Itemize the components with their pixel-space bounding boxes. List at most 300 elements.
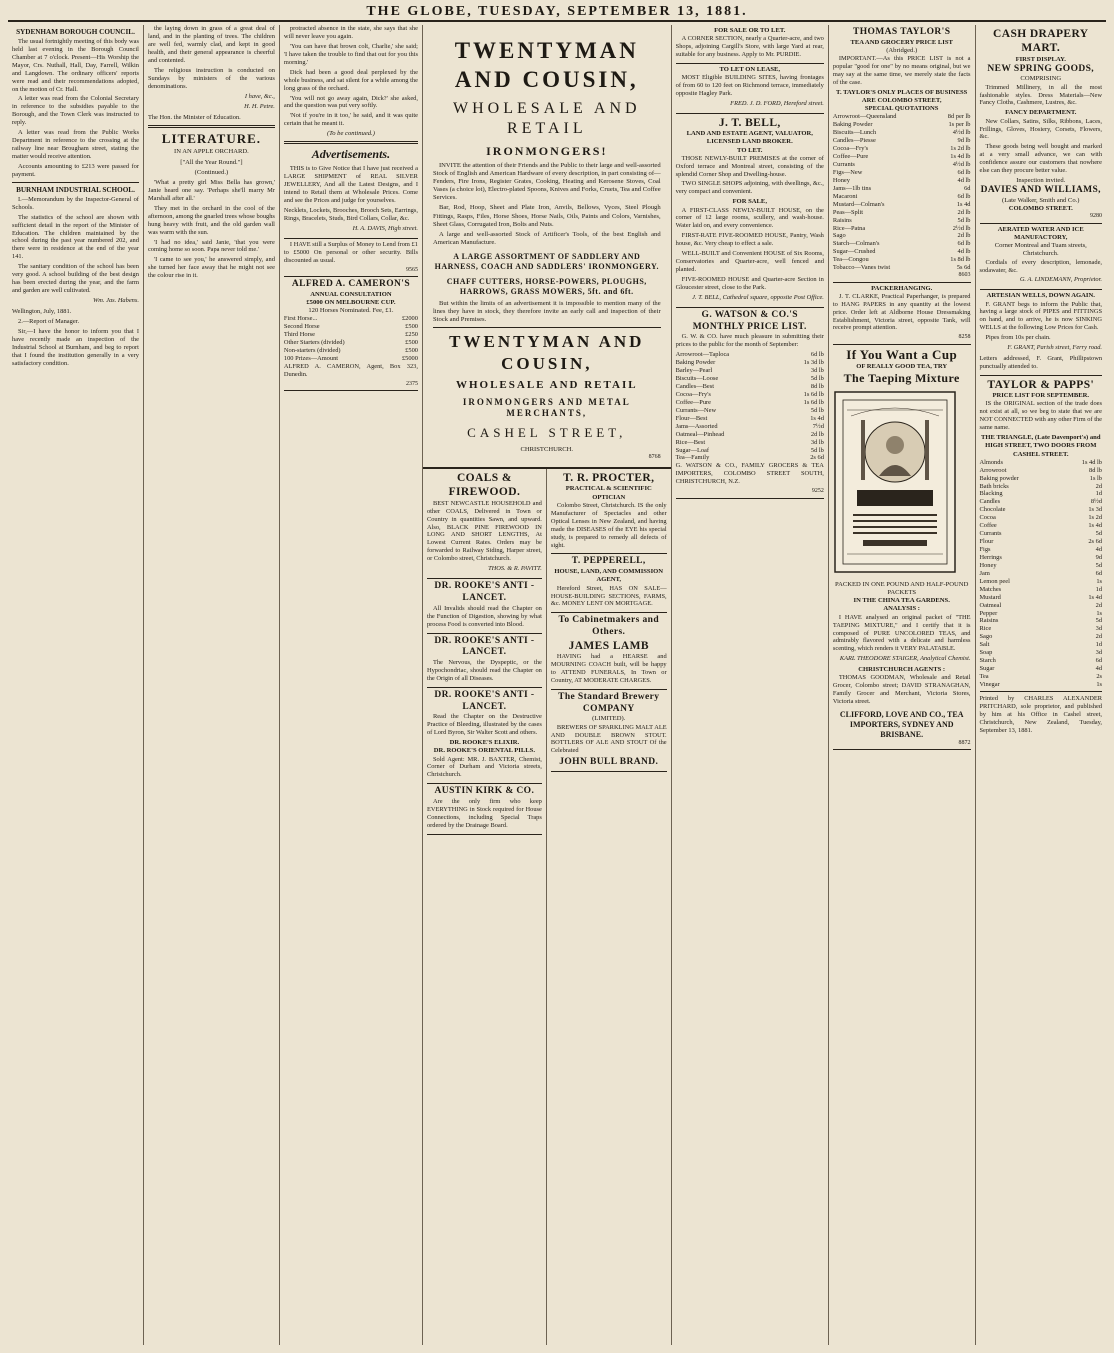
price-value: 6d	[1095, 569, 1103, 577]
price-item: Currants	[979, 530, 1002, 538]
price-row	[980, 602, 1103, 610]
article-paragraph: The sanitary condition of the school has been very good. A school building of the best design has been erected during the year, and the farm and garden are well cultivated.	[12, 263, 139, 295]
price-value: 6d lb	[957, 168, 971, 176]
column-7	[829, 25, 976, 1345]
prize-list	[284, 315, 418, 363]
ad-heading: The Taeping Mixture	[843, 371, 960, 386]
ad-text: J. T. CLARKE, Practical Paperhanger, is prepared to HANG PAPERS in any quantity at the lowest price. Order left at Aldborne House Dressmaking Establishment, Victoria street, opposite Tank, will receive prompt attention.	[832, 292, 971, 332]
story-title: IN AN APPLE ORCHARD.	[174, 148, 249, 156]
article-paragraph: Accounts amounting to £213 were passed for payment.	[12, 162, 139, 178]
ad-heading: J. T. BELL,	[718, 116, 781, 129]
price-row	[980, 498, 1103, 506]
ad-aerated-water	[980, 224, 1103, 291]
price-item: 100 Prizes—Amount	[283, 355, 339, 363]
ad-signature: THOS. & R. PAVITT.	[488, 565, 542, 573]
price-item: Barley—Pearl	[675, 367, 713, 375]
ad-text: All Invalids should read the Chapter on the Function of Digestion, showing by what process Food is converted into Blood.	[426, 604, 542, 628]
ad-caption: (LIMITED).	[592, 715, 626, 723]
price-value: 1s 6d lb	[803, 390, 824, 398]
ad-heading: DR. ROOKE'S ANTI - LANCET.	[434, 689, 535, 712]
ad-caption: 120 Horses Nominated. Fee, £1.	[308, 307, 394, 315]
price-row	[980, 554, 1103, 562]
ad-text: F. GRANT begs to inform the Public that, having a large stock of PIPES and FITTINGS on hand, and to arrive, he is now SINKING WELLS at the following Low Prices for Cash.	[979, 300, 1103, 332]
ad-number: 8258	[958, 334, 971, 341]
price-value: 6d lb	[810, 351, 824, 359]
price-value: 9d lb	[957, 137, 971, 145]
ad-heading: If You Want a Cup	[846, 346, 958, 362]
price-value: 1s	[1096, 609, 1103, 617]
ad-heading: FOR SALE OR TO LET.	[714, 27, 786, 34]
price-row	[833, 185, 971, 193]
price-value: 2d lb	[957, 232, 971, 240]
price-row	[284, 315, 418, 323]
ad-subheading: IRONMONGERS!	[486, 143, 608, 158]
ad-money-lending	[284, 239, 418, 277]
signature: Wm. Jas. Habens.	[92, 297, 139, 305]
ad-thomas-taylor	[833, 25, 971, 283]
dateline: Wellington, July, 1881.	[12, 307, 72, 315]
ad-text: WELL-BUILT and Convenient HOUSE of Six Rooms, Conservatories and Quarter-acre, well fenced and planted.	[675, 250, 824, 274]
ad-text: INVITE the attention of their Friends and the Public to their large and well-assorted Stock of English and American Hardware of every description, in part consisting of— Fenders, Fire Irons, Register Grates, Cooking, Heating and Kerosene Stoves, Coal Vases (a choice lot), Electro-plated Spoons, Knives and Forks, Cruets, Tea and Coffee Services.	[432, 161, 661, 202]
ad-heading: The Standard Brewery COMPANY	[558, 691, 660, 714]
price-value: 2d	[1095, 482, 1103, 490]
price-item: Third Horse	[283, 331, 315, 339]
price-value: £5000	[401, 355, 418, 363]
divider	[148, 125, 275, 128]
price-item: Raisins	[979, 617, 999, 625]
column-3	[280, 25, 423, 1345]
price-item: Second Horse	[283, 323, 320, 331]
price-row	[676, 407, 824, 415]
ad-consultation	[284, 277, 418, 391]
ad-subheading: PRICE LIST FOR SEPTEMBER.	[992, 392, 1090, 400]
ad-subheading: £5000 ON MELBOURNE CUP.	[306, 298, 396, 306]
price-item: Candles—Piesse	[832, 137, 876, 145]
ad-text: New Collars, Satins, Silks, Ribbons, Laces, Frillings, Gloves, Hosiery, Corsets, Flowers, &c.	[979, 117, 1103, 141]
price-item: Oatmeal	[979, 601, 1002, 609]
ad-subheading: WHOLESALE AND RETAIL	[453, 100, 641, 137]
ad-subheading: T. TAYLOR'S ONLY PLACES OF BUSINESS ARE COLOMBO STREET,	[836, 88, 968, 105]
ad-cash-drapery	[980, 25, 1103, 224]
ad-text: FIRST-RATE FIVE-ROOMED HOUSE, Pantry, Wash house, &c. Very cheap to effect a sale.	[675, 232, 824, 248]
ad-text: MOST Eligible BUILDING SITES, having frontages of from 60 to 120 feet on Richmond terrace, immediately opposite Hagley Park.	[675, 74, 824, 98]
column-4a	[423, 469, 547, 1345]
price-item: Rice	[979, 625, 992, 633]
price-row	[833, 209, 971, 217]
price-item: Honey	[832, 176, 850, 184]
price-value: 1s per lb	[948, 121, 971, 129]
price-item: Mustard—Colman's	[832, 200, 885, 208]
price-row	[980, 538, 1103, 546]
ad-text: THIS is to Give Notice that I have just received a LARGE SHIPMENT of REAL SILVER JEWELLERY, And all the Latest Designs, and I intend to Retail them at Wholesale Prices. Come and see the Prices and judge for yourselves.	[283, 165, 418, 205]
price-row	[284, 331, 418, 339]
price-item: Rice—Best	[675, 438, 706, 446]
price-row	[676, 447, 824, 455]
price-row	[284, 339, 418, 347]
price-value: 5d	[1095, 617, 1103, 625]
price-value: 1s 6d lb	[803, 398, 824, 406]
price-row	[284, 347, 418, 355]
ad-number: 2375	[405, 380, 418, 387]
price-item: Sago	[979, 633, 993, 641]
price-row	[980, 657, 1103, 665]
price-item: Honey	[979, 561, 997, 569]
price-item: Lemon peel	[979, 577, 1010, 585]
story-paragraph: 'What a pretty girl Miss Bella has grown,' Janie heard one say. 'Perhaps she'll marry Mr Marshall after all.'	[147, 178, 275, 202]
ad-text: Read the Chapter on the Destructive Practice of Bleeding, illustrated by the cases of Lord Byron, Sir Walter Scott and others.	[426, 713, 542, 737]
article-paragraph: A letter was read from the Colonial Secretary in reference to the subsidies payable to the Borough, and the Town Clerk was instructed to reply.	[12, 95, 139, 127]
divider	[12, 182, 139, 183]
ad-signature: J. T. BELL, Cathedral square, opposite Post Office.	[692, 293, 824, 301]
price-item: Currants	[832, 161, 855, 168]
ad-subheading: TEA AND GROCERY PRICE LIST	[850, 38, 953, 46]
section-title-advertisements: Advertisements.	[311, 147, 391, 162]
price-row	[980, 594, 1103, 602]
price-item: Starch	[979, 657, 996, 665]
ad-subheading: DR. ROOKE'S ORIENTAL PILLS.	[433, 747, 535, 755]
ad-text: I HAVE still a Surplus of Money to Lend from £1 to £5000 On personal or other security. Bills discounted as usual.	[283, 240, 418, 264]
price-list	[980, 459, 1103, 689]
price-row	[980, 617, 1103, 625]
price-value: 1s	[1096, 680, 1103, 688]
ad-heading: PACKERHANGING.	[871, 284, 933, 292]
addressee: The Hon. the Minister of Education.	[147, 114, 241, 122]
signature: I have, &c.,	[244, 92, 275, 100]
article-paragraph: The statistics of the school are shown with sufficient detail in the report of the Minister of Education. The children maintained by the school during the past year numbered 202, and there were in residence at the end of the year 141.	[12, 213, 139, 261]
price-value: 4d lb	[957, 248, 971, 256]
price-item: Sago	[832, 232, 846, 240]
ad-signature: G. A. LINDEMANN, Proprietor.	[1019, 276, 1103, 284]
price-row	[980, 610, 1103, 618]
ad-number: 9565	[405, 266, 418, 273]
price-value: 8d per lb	[947, 113, 971, 121]
story-paragraph: protracted absence in the state, she says that she will never leave you again.	[283, 25, 418, 40]
price-value: 2s 6d	[810, 454, 824, 462]
price-row	[676, 399, 824, 407]
price-item: Cocoa	[979, 514, 996, 522]
ad-text: A FIRST-CLASS NEWLY-BUILT HOUSE, on the corner of 12 large rooms, scullery, and wash-house. Water laid on, and every convenience.	[675, 206, 824, 230]
ad-number: 8768	[648, 453, 661, 460]
ad-text: BREWERS OF SPARKLING MALT ALE AND DOUBLE BROWN STOUT. BOTTLERS OF ALE AND STOUT Of the Celebrated	[550, 723, 667, 755]
price-value: 2d lb	[957, 208, 971, 216]
price-item: Soap	[979, 649, 993, 657]
price-row	[284, 355, 418, 363]
ad-heading: T. PEPPERELL,	[571, 556, 646, 567]
price-row	[833, 264, 971, 272]
price-row	[676, 375, 824, 383]
price-item: Starch—Colman's	[832, 240, 880, 248]
price-row	[676, 391, 824, 399]
article-paragraph: 2.—Report of Manager.	[18, 317, 80, 325]
price-item: Jam	[979, 569, 990, 577]
ad-heading: TO LET ON LEASE,	[719, 65, 781, 73]
ad-text: These goods being well bought and marked at a very small advance, we can with confidence assure our customers that nowhere else can they procure better value.	[979, 143, 1103, 175]
ad-caption: (Late Walker, Smith and Co.)	[1002, 197, 1080, 205]
price-item: Coffee—Pure	[832, 153, 869, 161]
ad-text: THOSE NEWLY-BUILT PREMISES at the corner of Oxford terrace and Montreal street, consisting of the splendid Corner Shop and Dwelling-house.	[675, 154, 824, 178]
price-item: Raisins	[832, 216, 852, 224]
column-6	[672, 25, 829, 1345]
ad-subheading: DR. ROOKE'S ELIXIR.	[449, 739, 520, 747]
ad-caption: Inspection invited.	[1016, 177, 1066, 185]
price-item: Coffee—Pure	[675, 398, 712, 406]
price-value: 5d lb	[957, 216, 971, 224]
article-paragraph: I.—Memorandum by the Inspector-General of Schools.	[12, 195, 139, 211]
ad-heading: CASH DRAPERY MART.	[993, 28, 1089, 55]
price-value: 1s 4d lb	[1081, 458, 1103, 466]
price-row	[980, 633, 1103, 641]
ad-text: Necklets, Lockets, Brooches, Brooch Sets, Earrings, Rings, Bracelets, Studs, Bird Collars, Collar, &c.	[283, 206, 418, 222]
price-item: Salt	[979, 641, 990, 649]
ad-signature: G. WATSON & CO., FAMILY GROCERS & TEA IMPORTERS, COLOMBO STREET SOUTH, CHRISTCHURCH, N.Z.	[675, 462, 824, 486]
price-row	[980, 483, 1103, 491]
price-value: 1s 4d	[810, 414, 824, 422]
ad-number: 9280	[1090, 213, 1103, 220]
ad-heading: ALFRED A. CAMERON'S	[291, 279, 411, 290]
ad-subheading: PRACTICAL & SCIENTIFIC OPTICIAN	[565, 485, 652, 501]
tea-packet-illustration	[833, 390, 957, 574]
price-row	[980, 673, 1103, 681]
price-item: Jams—1lb tins	[832, 184, 872, 192]
ad-text: HAVING had a HEARSE and MOURNING COACH built, will be happy to ATTEND FUNERALS, In Town or Country, AT MODERATE CHARGES.	[550, 653, 667, 684]
story-continued: (Continued.)	[194, 168, 229, 176]
price-row	[980, 530, 1103, 538]
ad-taeping-mixture	[833, 345, 971, 750]
price-row	[980, 506, 1103, 514]
divider	[284, 141, 418, 144]
price-row	[833, 232, 971, 240]
price-value: £2000	[401, 315, 418, 323]
ad-subheading: COLOMBO STREET.	[1008, 205, 1073, 213]
ad-text: Sold Agent: MR. J. BAXTER, Chemist, Corner of Durham and Victoria streets, Christchurch.	[426, 755, 542, 779]
ad-heading: NEW SPRING GOODS,	[987, 63, 1095, 74]
ad-heading: AUSTIN KIRK & CO.	[434, 786, 535, 797]
price-row	[980, 546, 1103, 554]
price-row	[980, 514, 1103, 522]
ad-heading: TWENTYMAN AND COUSIN,	[454, 38, 639, 92]
price-value: 1s 4d	[1088, 522, 1103, 530]
ad-subheading: HOUSE, LAND, AND COMMISSION AGENT,	[554, 568, 664, 584]
price-item: Baking Powder	[832, 121, 873, 129]
ad-text: But within the limits of an advertisement it is impossible to mention many of the lines they have in stock, they therefore invite an early call and inspection of their Stock and Premises.	[432, 299, 661, 324]
ad-heading: JOHN BULL BRAND.	[559, 757, 659, 768]
price-row	[833, 161, 971, 169]
price-item: Biscuits—Lunch	[832, 129, 877, 137]
price-item: Blacking	[979, 490, 1003, 498]
price-item: Flour—Best	[675, 414, 708, 422]
ad-text: Are the only firm who keep EVERYTHING in Stock required for House Connections, including Special Traps ordered by the Drainage Board.	[426, 798, 542, 829]
article-title-council: SYDENHAM BOROUGH COUNCIL.	[16, 28, 135, 36]
price-row	[980, 562, 1103, 570]
price-row	[980, 522, 1103, 530]
price-value: 6d	[1095, 657, 1103, 665]
price-value: 1s 8d lb	[950, 256, 971, 264]
price-value: 1s 2d	[1088, 514, 1103, 522]
article-paragraph: The usual fortnightly meeting of this body was held last evening in the Borough Council Chamber at 7 o'clock. Present—His Worship the Mayor, Crs. Nuthall, Hall, Day, Farrell, Wilkin and Langdown. The ordinary officers' reports were read and their recommendations adopted, on the motion of Cr. Hall.	[12, 37, 139, 93]
ad-text: Hereford Street, HAS ON SALE—HOUSE-BUILDING SECTIONS, FARMS, &c. MONEY LENT ON MORTGAGE.	[550, 584, 667, 608]
story-paragraph: 'You can have that brown colt, Charlie,' she said; 'I have taken the trouble to find that out for you this morning.'	[283, 42, 418, 66]
price-row	[676, 423, 824, 431]
to-be-continued: (To be continued.)	[326, 130, 375, 138]
ad-text: G. W. & CO. have much pleasure in submitting their prices to the public for the month of September:	[675, 333, 824, 349]
price-value: 8d lb	[1089, 466, 1103, 474]
half-columns	[423, 469, 671, 1345]
ad-heading: To Cabinetmakers and Others.	[558, 615, 660, 638]
ad-subheading: CASHEL STREET,	[467, 424, 627, 440]
ad-caption: COMPRISING	[1020, 75, 1062, 83]
price-row	[676, 367, 824, 375]
column-8	[976, 25, 1107, 1345]
price-item: Bath bricks	[979, 482, 1009, 490]
price-item: Candles	[979, 498, 1001, 506]
price-item: Arrowroot—Taploca	[675, 351, 730, 359]
ad-signature: F. GRANT, Parish street, Ferry road.	[1007, 344, 1103, 352]
masthead-title: THE GLOBE, TUESDAY, SEPTEMBER 13, 1881.	[366, 4, 748, 20]
ad-signature: ALFRED A. CAMERON, Agent, Box 323, Dunedin.	[283, 362, 418, 378]
price-value: 4d	[1095, 546, 1103, 554]
price-value: 6d lb	[957, 192, 971, 200]
ad-subheading: TO LET.	[737, 146, 763, 154]
ad-text: IS the ORIGINAL section of the trade does not exist at all, so we beg to state that we are NOT CONNECTED with any other Firm of the same name.	[979, 400, 1103, 432]
ad-heading: AERATED WATER AND ICE MANUFACTORY,	[997, 225, 1084, 242]
price-value: 3d	[1095, 649, 1103, 657]
ad-subheading: IN THE CHINA TEA GARDENS.	[853, 597, 950, 605]
price-row	[980, 578, 1103, 586]
price-value: 1s 3d lb	[803, 359, 824, 367]
signature: H. H. Petre.	[244, 103, 275, 111]
price-value: 3d lb	[810, 367, 824, 375]
price-row	[980, 641, 1103, 649]
price-row	[980, 649, 1103, 657]
price-value: 4½d lb	[952, 129, 971, 137]
price-value: 1s 4d	[956, 200, 971, 208]
price-value: 8½d	[1090, 498, 1103, 506]
story-paragraph: 'Not if you're in it too,' he said, and it was quite certain that he meant it.	[283, 112, 418, 128]
ad-text: Cordials of every description, lemonade, sodawater, &c.	[979, 258, 1103, 274]
price-value: 9d	[1095, 553, 1103, 561]
ad-text: Colombo Street, Christchurch. IS the only Manufacturer of Spectacles and other Optical Lenses in New Zealand, and having made the DISEASES of the EYE his special study, is prepared to remedy all defects of sight.	[550, 501, 667, 549]
ad-standard-brewery	[551, 690, 667, 772]
article-paragraph: The religious instruction is conducted on Sundays by ministers of the various denominations.	[147, 66, 275, 90]
price-value: 2s 6d	[1088, 538, 1103, 546]
price-row	[833, 201, 971, 209]
column-4b	[547, 469, 671, 1345]
ad-heading: COALS & FIREWOOD.	[448, 472, 521, 499]
price-row	[676, 359, 824, 367]
price-value: 4d	[1095, 665, 1103, 673]
ad-signature: H. A. DAVIS, High street.	[352, 224, 418, 232]
ad-subheading: IRONMONGERS AND METAL MERCHANTS,	[462, 397, 631, 419]
price-item: Herrings	[979, 553, 1002, 561]
price-row	[833, 169, 971, 177]
ad-subheading: LAND AND ESTATE AGENT, VALUATOR, LICENSED LAND BROKER.	[686, 130, 813, 146]
ad-subheading: ANNUAL CONSULTATION	[310, 290, 392, 298]
ad-subheading: OF REALLY GOOD TEA, TRY	[856, 362, 948, 370]
price-item: First Horse...	[283, 315, 318, 323]
price-value: 5s 6d	[956, 264, 971, 272]
price-item: Baking Powder	[675, 359, 716, 367]
ad-artesian-wells	[980, 290, 1103, 376]
price-item: Sugar	[979, 665, 995, 673]
price-item: Vinegar	[979, 680, 1000, 688]
ad-for-sale	[676, 25, 824, 64]
price-value: 2d lb	[810, 430, 824, 438]
price-row	[833, 177, 971, 185]
price-item: Figs—New	[832, 168, 863, 176]
price-item: Other Starters (divided)	[283, 339, 345, 347]
price-row	[980, 586, 1103, 594]
price-value: 2s	[1096, 673, 1103, 681]
ad-heading: CLIFFORD, LOVE AND CO., TEA IMPORTERS, SYDNEY AND BRISBANE.	[839, 710, 964, 739]
imprint: Printed by CHARLES ALEXANDER PRITCHARD, sole proprietor, and published by him at his Office in Cashel street, Christchurch, New Zealand, Tuesday, September 13, 1881.	[979, 694, 1103, 734]
ad-james-lamb	[551, 613, 667, 690]
ad-text: A large and well-assorted Stock of Artificer's Tools, of the best English and American Manufacture.	[432, 230, 661, 247]
price-item: Mustard	[979, 593, 1001, 601]
ad-rookes-3	[427, 688, 542, 785]
ad-subheading: ANALYSIS :	[883, 605, 920, 613]
ad-taylor-papps	[980, 376, 1103, 692]
price-value: 1d	[1095, 585, 1103, 593]
price-row	[833, 256, 971, 264]
ad-caption: CHRISTCHURCH.	[520, 445, 574, 453]
price-item: Tobacco—Vanes twist	[832, 264, 891, 272]
ad-caption: (Abridged.)	[886, 46, 918, 54]
price-item: Cocoa—Fry's	[675, 390, 711, 398]
price-item: Pepper	[979, 609, 998, 617]
column-1	[8, 25, 144, 1345]
ad-to-let-lease	[676, 64, 824, 114]
price-row	[676, 439, 824, 447]
price-row	[980, 665, 1103, 673]
price-value: 2d	[1095, 601, 1103, 609]
ad-text: THOMAS GOODMAN, Wholesale and Retail Grocer, Colombo street; DAVID STRANAGHAN, Family Grocer and Merchant, Victoria Stores, Victoria street.	[832, 674, 971, 706]
ad-text: I HAVE analysed an original packet of "THE TAEPING MIXTURE," and I certify that it is composed of PURE UNCOLORED TEAS, and admirably flavored with a delicate and harmless scenting, which renders it VERY PALATABLE.	[832, 613, 971, 653]
ad-heading: ARTESIAN WELLS, DOWN AGAIN.	[986, 292, 1095, 300]
ad-coals	[427, 469, 542, 579]
price-item: Arrowroot—Queensland	[832, 113, 897, 121]
price-value: 5d lb	[810, 406, 824, 414]
ad-subheading: WHOLESALE AND RETAIL	[455, 378, 638, 391]
price-value: 1s 4d	[1088, 593, 1103, 601]
price-row	[676, 351, 824, 359]
ad-signature: FRED. J. D. FORD, Hereford street.	[730, 99, 824, 107]
ad-heading: G. WATSON & CO.'S MONTHLY PRICE LIST.	[692, 309, 807, 332]
section-title-literature: LITERATURE.	[161, 131, 262, 147]
price-row	[676, 383, 824, 391]
price-value: £500	[405, 339, 418, 347]
price-row	[833, 225, 971, 233]
story-paragraph: 'I had no idea,' said Janie, 'that you were coming home so soon. Papa never told me.'	[147, 238, 275, 254]
ad-text: The Nervous, the Dyspeptic, or the Hypochondriac, should read the Chapter on the Origin of all Diseases.	[426, 659, 542, 682]
price-item: Flour	[979, 538, 994, 546]
article-paragraph: Sir,—I have the honor to inform you that I have recently made an inspection of the Industrial School at Burnham, and beg to report that I found the institution generally in a very satisfactory condition.	[12, 327, 139, 367]
price-value: 1s 4d lb	[950, 153, 971, 161]
price-item: Chocolate	[979, 506, 1006, 514]
ad-jt-bell	[676, 114, 824, 308]
ad-subheading: CHAFF CUTTERS, HORSE-POWERS, PLOUGHS, HARROWS, GRASS MOWERS, 5ft. and 6ft.	[446, 277, 647, 296]
price-row	[833, 240, 971, 248]
ad-text: TWO SINGLE SHOPS adjoining, with dwellings, &c., very compact and convenient.	[675, 180, 824, 196]
price-item: Almonds	[979, 458, 1003, 466]
story-paragraph: 'I came to see you,' he answered simply, and she turned her face away that he might not see the colour rise in it.	[147, 256, 275, 280]
price-item: Sugar—Crushed	[832, 248, 876, 256]
story-source: ["All the Year Round."]	[180, 158, 243, 166]
price-value: 1d	[1095, 641, 1103, 649]
masthead	[8, 4, 1106, 22]
price-row	[833, 217, 971, 225]
ad-text: Bar, Rod, Hoop, Sheet and Plate Iron, Anvils, Bellows, Vyces, Steel Plough Fittings, Rasps, Files, Horse Shoes, Horse Nails, Oils, Paints and Colors, Varnishes, Sheet Glass, Corrugated Iron, Bolts and Nuts.	[432, 204, 661, 228]
ad-text: FIVE-ROOMED HOUSE and Quarter-acre Section in Gloucester street, close to the Park.	[675, 276, 824, 291]
